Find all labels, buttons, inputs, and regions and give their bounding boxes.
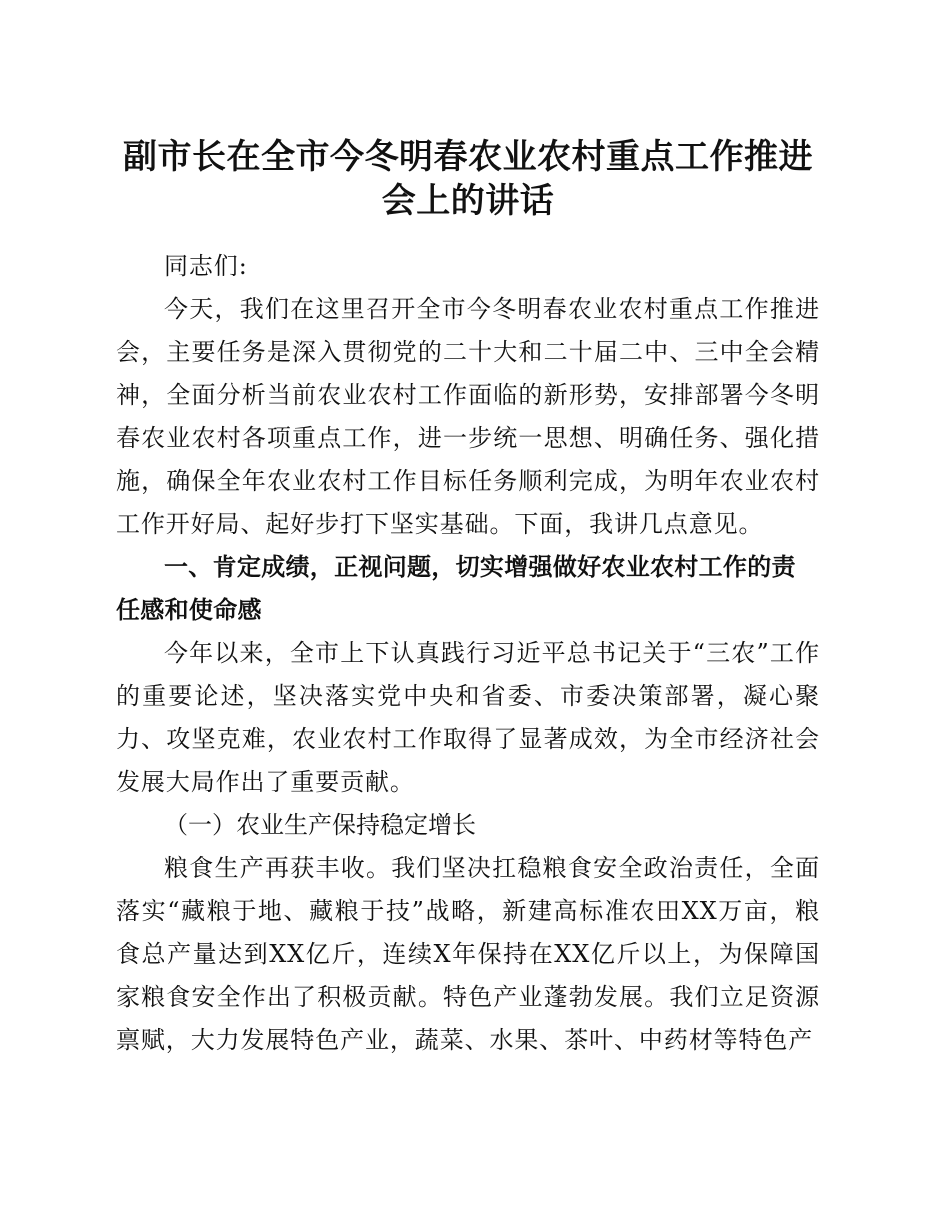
subsection-1-paragraph: 粮食生产再获丰收。我们坚决扛稳粮食安全政治责任，全面落实“藏粮于地、藏粮于技”战略，新建高标准农田XX万亩，粮食总产量达到XX亿斤，连续X年保持在XX亿斤以上，为保障国家粮食安全作出了积极贡献。特色产业蓬勃发展。我们立足资源禀赋，大力发展特色产业，蔬菜、水果、茶叶、中药材等特色产 [116, 854, 820, 1054]
document-title: 副市长在全市今冬明春农业农村重点工作推进会上的讲话 [123, 137, 813, 221]
section-1-paragraph: 今年以来，全市上下认真践行习近平总书记关于“三农”工作的重要论述，坚决落实党中央和省委、市委决策部署，凝心聚力、攻坚克难，农业农村工作取得了显著成效，为全市经济社会发展大局作出了重要贡献。 [116, 639, 820, 796]
document-page [116, 135, 820, 1062]
section-heading-1: 一、肯定成绩，正视问题，切实增强做好农业农村工作的责任感和使命感 [116, 553, 796, 624]
subsection-heading-1: （一）农业生产保持稳定增长 [164, 811, 476, 839]
intro-paragraph: 今天，我们在这里召开全市今冬明春农业农村重点工作推进会，主要任务是深入贯彻党的二十大和二十届二中、三中全会精神，全面分析当前农业农村工作面临的新形势，安排部署今冬明春农业农村各项重点工作，进一步统一思想、明确任务、强化措施，确保全年农业农村工作目标任务顺利完成，为明年农业农村工作开好局、起好步打下坚实基础。下面，我讲几点意见。 [116, 295, 820, 538]
salutation: 同志们: [164, 252, 248, 280]
